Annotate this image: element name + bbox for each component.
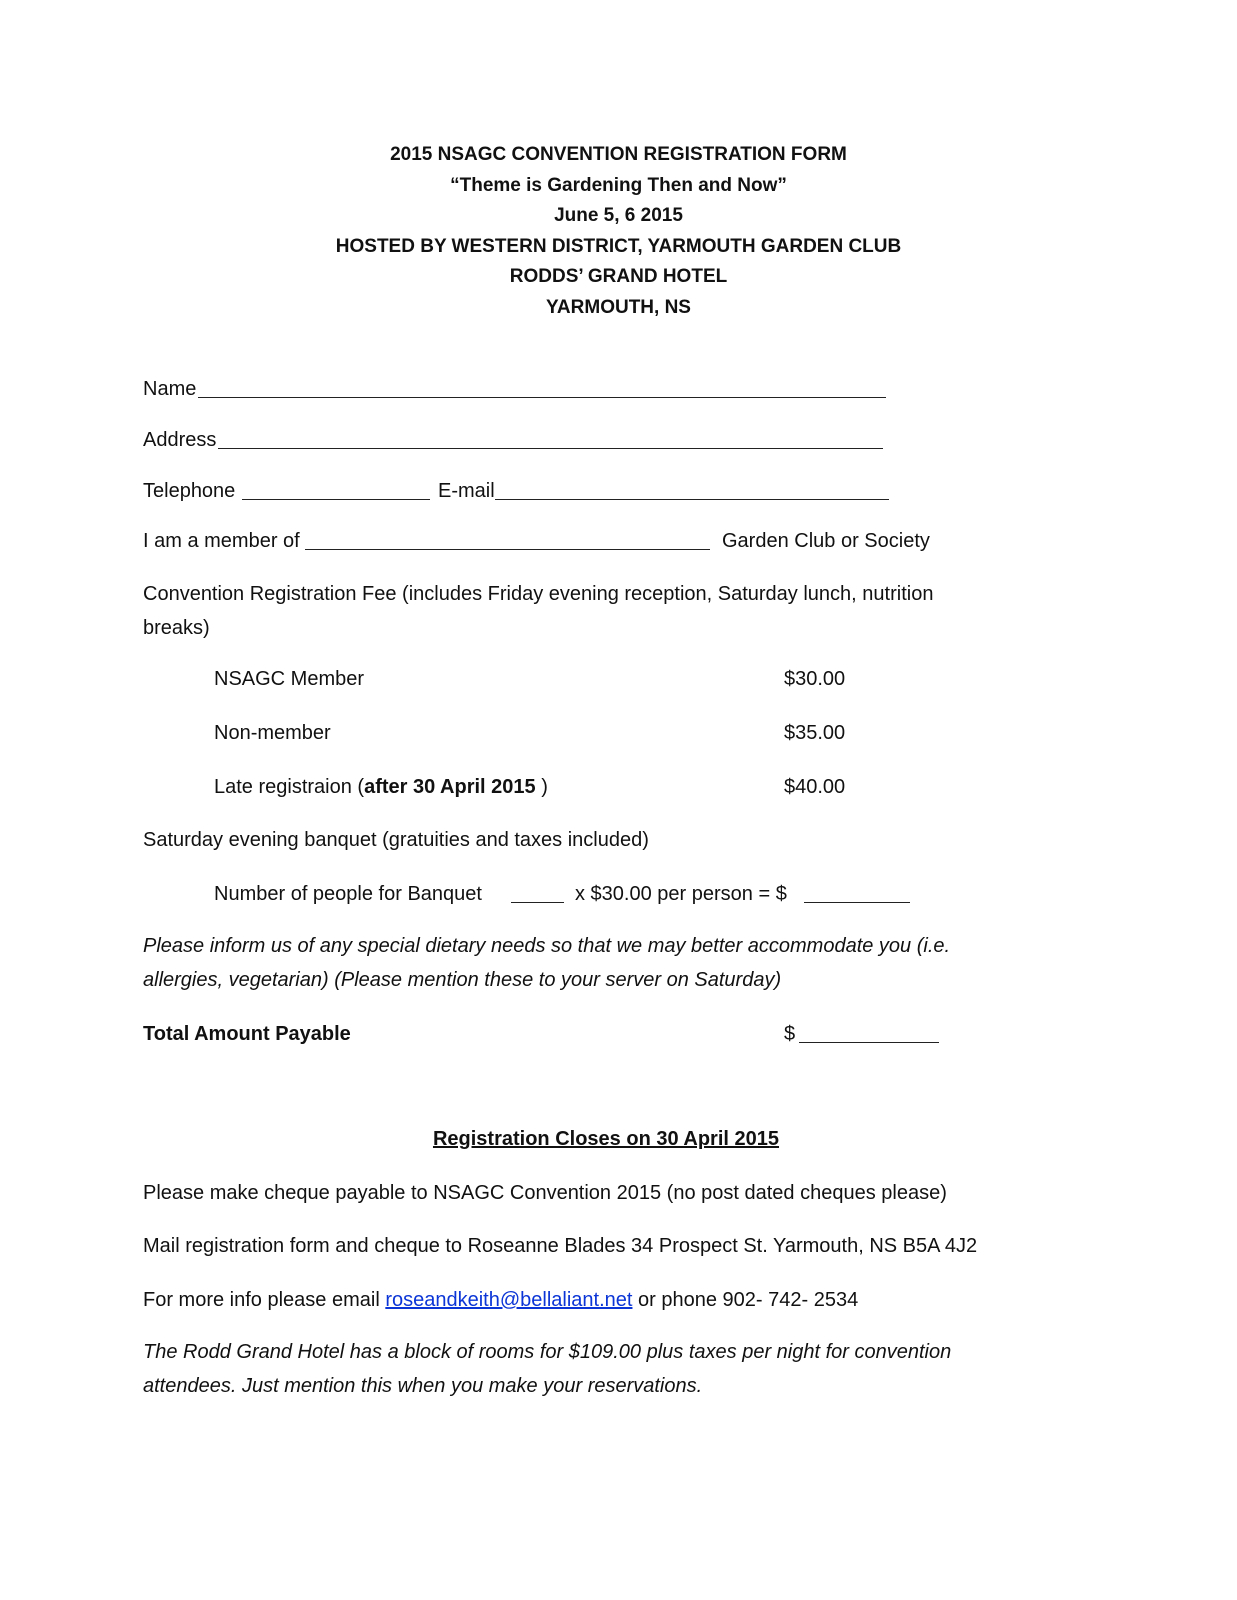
form-title: 2015 NSAGC CONVENTION REGISTRATION FORM bbox=[390, 144, 847, 165]
date-line: June 5, 6 2015 bbox=[554, 205, 683, 226]
dietary-line2: allergies, vegetarian) (Please mention these to your server on Saturday) bbox=[143, 969, 782, 991]
email-label: E-mail bbox=[438, 480, 495, 502]
banquet-row bbox=[214, 881, 914, 907]
contact-email-link[interactable]: roseandkeith@bellaliant.net bbox=[385, 1289, 633, 1311]
info-post: or phone 902- 742- 2534 bbox=[632, 1289, 859, 1311]
telephone-field[interactable] bbox=[242, 499, 430, 500]
telephone-label: Telephone bbox=[143, 480, 236, 502]
fee-member-price: $30.00 bbox=[784, 668, 846, 690]
dietary-line1: Please inform us of any special dietary needs so that we may better accommodate you (i.e. bbox=[143, 935, 951, 957]
location-line: YARMOUTH, NS bbox=[546, 297, 691, 318]
total-label: Total Amount Payable bbox=[143, 1023, 351, 1045]
info-line bbox=[143, 1287, 858, 1313]
fee-member-label: NSAGC Member bbox=[214, 668, 365, 690]
address-label: Address bbox=[143, 429, 217, 451]
member-row bbox=[143, 528, 943, 554]
registration-deadline: Registration Closes on 30 April 2015 bbox=[432, 1128, 780, 1150]
fee-late-label bbox=[214, 774, 548, 800]
name-field[interactable] bbox=[198, 397, 886, 398]
member-suffix: Garden Club or Society bbox=[722, 530, 930, 552]
banquet-title: Saturday evening banquet (gratuities and taxes included) bbox=[143, 829, 649, 851]
banquet-number-field[interactable] bbox=[511, 902, 564, 903]
host-line: HOSTED BY WESTERN DISTRICT, YARMOUTH GARDEN CLUB bbox=[335, 236, 902, 257]
address-field[interactable] bbox=[218, 448, 883, 449]
fee-intro-line2: breaks) bbox=[143, 617, 210, 639]
banquet-number-label: Number of people for Banquet bbox=[214, 883, 482, 905]
member-club-field[interactable] bbox=[305, 549, 710, 550]
name-row bbox=[143, 376, 888, 402]
hotel-line: RODDS’ GRAND HOTEL bbox=[509, 266, 728, 287]
total-currency: $ bbox=[784, 1023, 796, 1045]
fee-late-price: $40.00 bbox=[784, 776, 846, 798]
total-amount-field[interactable] bbox=[799, 1042, 939, 1043]
fee-nonmember-label: Non-member bbox=[214, 722, 331, 744]
banquet-multiplier: x $30.00 per person = $ bbox=[575, 883, 787, 905]
theme-line: “Theme is Gardening Then and Now” bbox=[450, 175, 787, 196]
email-field[interactable] bbox=[495, 499, 889, 500]
total-row bbox=[784, 1021, 944, 1047]
address-row bbox=[143, 427, 888, 453]
mail-instructions: Mail registration form and cheque to Roseanne Blades 34 Prospect St. Yarmouth, NS B5A 4J2 bbox=[143, 1235, 978, 1257]
member-label: I am a member of bbox=[143, 530, 300, 552]
contact-row bbox=[143, 478, 893, 504]
fee-late-label-bold: after 30 April 2015 bbox=[364, 776, 536, 798]
name-label: Name bbox=[143, 378, 197, 400]
banquet-total-field[interactable] bbox=[804, 902, 910, 903]
cheque-instructions: Please make cheque payable to NSAGC Convention 2015 (no post dated cheques please) bbox=[143, 1182, 947, 1204]
fee-intro-line1: Convention Registration Fee (includes Friday evening reception, Saturday lunch, nutrition bbox=[143, 583, 934, 605]
fee-late-label-post: ) bbox=[535, 776, 548, 798]
hotel-line1: The Rodd Grand Hotel has a block of rooms for $109.00 plus taxes per night for convention bbox=[143, 1341, 952, 1363]
info-pre: For more info please email bbox=[143, 1289, 386, 1311]
fee-late-label-pre: Late registraion ( bbox=[214, 776, 365, 798]
fee-nonmember-price: $35.00 bbox=[784, 722, 846, 744]
hotel-line2: attendees. Just mention this when you make your reservations. bbox=[143, 1375, 703, 1397]
